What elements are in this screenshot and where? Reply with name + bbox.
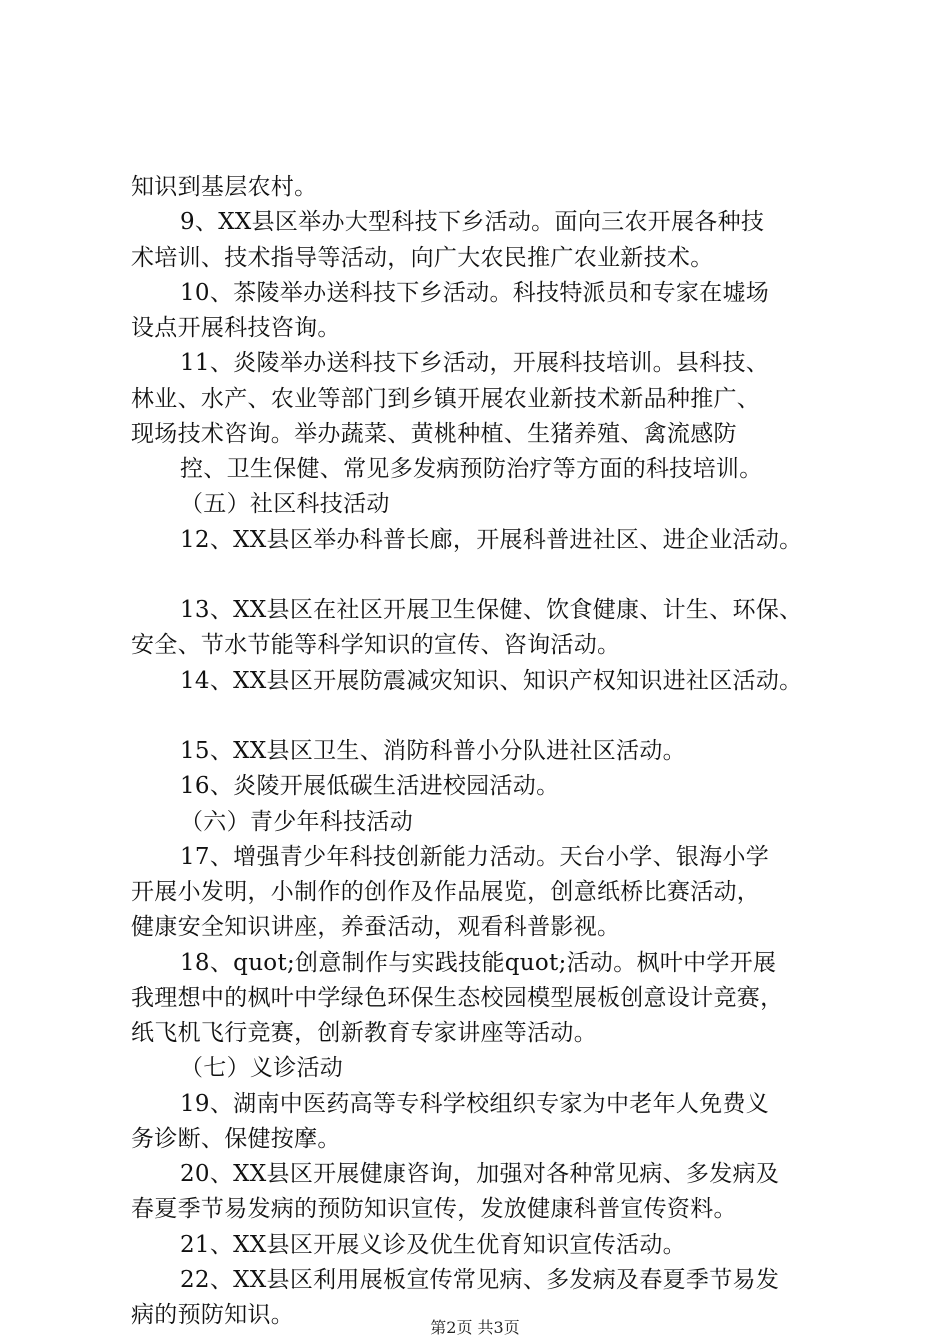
section-heading: （七）义诊活动 <box>180 1055 344 1081</box>
text-line: 15、XX县区卫生、消防科普小分队进社区活动。 <box>180 738 686 764</box>
text-line: 知识到基层农村。 <box>131 174 318 200</box>
page-number-footer: 第2页 共3页 <box>430 1318 520 1337</box>
text-line: 林业、水产、农业等部门到乡镇开展农业新技术新品种推广、 <box>131 386 761 412</box>
text-line: 14、XX县区开展防震减灾知识、知识产权知识进社区活动。 <box>180 668 803 694</box>
text-line: 22、XX县区利用展板宣传常见病、多发病及春夏季节易发 <box>180 1267 780 1293</box>
text-line: 19、湖南中医药高等专科学校组织专家为中老年人免费义 <box>180 1091 770 1117</box>
text-line: 17、增强青少年科技创新能力活动。天台小学、银海小学 <box>180 844 770 870</box>
text-line: 16、炎陵开展低碳生活进校园活动。 <box>180 773 560 799</box>
section-heading: （六）青少年科技活动 <box>180 809 413 835</box>
section-heading: （五）社区科技活动 <box>180 491 390 517</box>
text-line: 12、XX县区举办科普长廊，开展科普进社区、进企业活动。 <box>180 527 803 553</box>
text-line: 安全、节水节能等科学知识的宣传、咨询活动。 <box>131 632 621 658</box>
text-line: 20、XX县区开展健康咨询，加强对各种常见病、多发病及 <box>180 1161 780 1187</box>
text-line: 13、XX县区在社区开展卫生保健、饮食健康、计生、环保、 <box>180 597 803 623</box>
text-line: 现场技术咨询。举办蔬菜、黄桃种植、生猪养殖、禽流感防 <box>131 421 737 447</box>
text-line: 健康安全知识讲座，养蚕活动，观看科普影视。 <box>131 914 621 940</box>
text-line: 9、XX县区举办大型科技下乡活动。面向三农开展各种技 <box>180 209 765 235</box>
text-line: 18、quot;创意制作与实践技能quot;活动。枫叶中学开展 <box>180 950 777 976</box>
text-line: 控、卫生保健、常见多发病预防治疗等方面的科技培训。 <box>180 456 763 482</box>
text-line: 10、茶陵举办送科技下乡活动。科技特派员和专家在墟场 <box>180 280 770 306</box>
text-line: 春夏季节易发病的预防知识宣传，发放健康科普宣传资料。 <box>131 1196 737 1222</box>
text-line: 纸飞机飞行竞赛，创新教育专家讲座等活动。 <box>131 1020 597 1046</box>
text-line: 病的预防知识。 <box>131 1302 295 1328</box>
text-line: 术培训、技术指导等活动，向广大农民推广农业新技术。 <box>131 245 714 271</box>
text-line: 开展小发明，小制作的创作及作品展览，创意纸桥比赛活动， <box>131 879 761 905</box>
text-line: 设点开展科技咨询。 <box>131 315 341 341</box>
text-line: 11、炎陵举办送科技下乡活动，开展科技培训。县科技、 <box>180 350 770 376</box>
text-line: 我理想中的枫叶中学绿色环保生态校园模型展板创意设计竞赛， <box>131 985 784 1011</box>
text-line: 务诊断、保健按摩。 <box>131 1126 341 1152</box>
text-line: 21、XX县区开展义诊及优生优育知识宣传活动。 <box>180 1232 686 1258</box>
